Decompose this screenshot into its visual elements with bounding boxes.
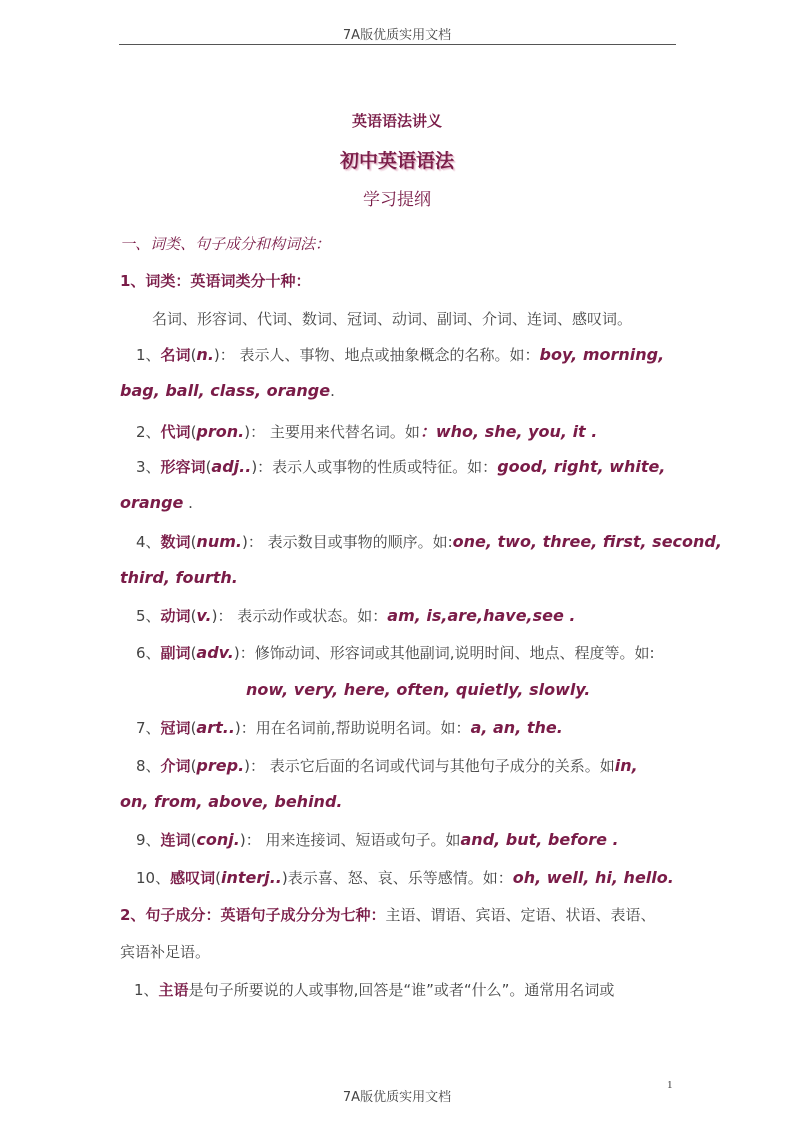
item-number: 10、 — [136, 869, 171, 887]
title-third: 学习提纲 — [363, 190, 431, 210]
item-abbr: pron. — [196, 422, 245, 441]
item-interjection: 10、感叹词(interj..)表示喜、怒、哀、乐等感情。如：oh, well, hi, hello. — [136, 868, 674, 887]
item-number: 9、 — [136, 831, 161, 849]
item-adjective-cont — [120, 493, 193, 512]
item-abbr: n. — [196, 345, 214, 364]
sentence-list: 主语、谓语、宾语、定语、状语、表语、 — [385, 906, 656, 924]
item-abbr: adv. — [196, 643, 234, 662]
subject-item — [134, 979, 614, 1000]
page-number: 1 — [667, 1079, 673, 1091]
pos-heading: 1、词类：英语词类分十种： — [120, 272, 311, 290]
item-abbr: interj.. — [220, 868, 282, 887]
item-abbr: num. — [196, 532, 242, 551]
sentence-heading — [120, 904, 655, 925]
item-example: oh, well, hi, hello. — [512, 868, 674, 887]
item-tail: . — [183, 494, 193, 512]
item-abbr: v. — [196, 606, 212, 625]
title-sub: 初中英语语法 — [339, 150, 454, 172]
item-adverb: 6、副词(adv.)：修饰动词、形容词或其他副词,说明时间、地点、程度等。如: — [136, 643, 655, 662]
page-header: 7A版优质实用文档 — [342, 28, 452, 43]
title-main: 英语语法讲义 — [351, 112, 442, 130]
item-preposition: 8、介词(prep.)： 表示它后面的名词或代词与其他句子成分的关系。如in, — [136, 756, 638, 775]
header-rule — [119, 44, 676, 45]
item-example: boy, morning, — [539, 345, 665, 364]
item-example: in, — [614, 756, 638, 775]
item-desc: ：表示人或事物的性质或特征。如： — [257, 458, 498, 476]
item-number: 7、 — [136, 719, 161, 737]
item-desc: ： 表示动作或状态。如： — [217, 607, 388, 625]
item-term: 代词 — [160, 423, 191, 441]
item-number: 6、 — [136, 644, 161, 662]
item-number: 1、 — [136, 346, 161, 364]
item-number: 3、 — [136, 458, 161, 476]
item-desc: ： 用来连接词、短语或句子。如 — [245, 831, 461, 849]
item-noun-cont — [120, 381, 335, 400]
item-pronoun: 2、代词(pron.)： 主要用来代替名词。如：who, she, you, it . — [136, 422, 598, 441]
item-verb: 5、动词(v.)： 表示动作或状态。如：am, is,are,have,see . — [136, 606, 576, 625]
item-abbr: adj.. — [211, 457, 252, 476]
sentence-list-cont: 宾语补足语。 — [120, 943, 211, 961]
item-term: 主语 — [158, 981, 189, 999]
item-example: a, an, the. — [470, 718, 563, 737]
item-desc: ：修饰动词、形容词或其他副词,说明时间、地点、程度等。如: — [239, 644, 655, 662]
item-number: 5、 — [136, 607, 161, 625]
item-number: 2、 — [136, 423, 161, 441]
item-abbr: prep. — [196, 756, 245, 775]
item-example: am, is,are,have,see . — [387, 606, 576, 625]
section-heading: 一、词类、句子成分和构词法： — [120, 235, 331, 253]
item-adjective: 3、形容词(adj..)：表示人或事物的性质或特征。如：good, right, white, — [136, 457, 666, 476]
item-desc: ： 表示数目或事物的顺序。如: — [247, 533, 453, 551]
item-noun: 1、名词(n.)： 表示人、事物、地点或抽象概念的名称。如：boy, morning, — [136, 345, 665, 364]
item-desc: ： 主要用来代替名词。如 — [250, 423, 420, 441]
item-term: 名词 — [160, 346, 191, 364]
item-example: and, but, before . — [460, 830, 619, 849]
item-article: 7、冠词(art..)：用在名词前,帮助说明名词。如：a, an, the. — [136, 718, 563, 737]
item-abbr: conj. — [196, 830, 240, 849]
item-desc: ： 表示它后面的名词或代词与其他句子成分的关系。如 — [250, 757, 615, 775]
item-example-cont: now, very, here, often, quietly, slowly. — [246, 680, 591, 699]
item-term: 介词 — [160, 757, 191, 775]
item-example-cont: on, from, above, behind. — [120, 792, 343, 811]
item-term: 连词 — [160, 831, 191, 849]
item-numeral: 4、数词(num.)： 表示数目或事物的顺序。如:one, two, three, first, second, — [136, 532, 722, 551]
item-term: 感叹词 — [170, 869, 216, 887]
item-tail: . — [330, 382, 335, 400]
item-abbr: art.. — [196, 718, 235, 737]
item-numeral-cont — [120, 568, 238, 587]
item-desc: 表示喜、怒、哀、乐等感情。如： — [287, 869, 513, 887]
item-example-cont: orange — [120, 493, 184, 512]
page-footer: 7A版优质实用文档 — [342, 1090, 452, 1105]
item-term: 形容词 — [160, 458, 206, 476]
item-desc: 是句子所要说的人或事物,回答是“谁”或者“什么”。通常用名词或 — [188, 981, 615, 999]
item-preposition-cont — [120, 792, 342, 811]
item-example-cont: bag, ball, class, orange — [120, 381, 331, 400]
item-term: 副词 — [160, 644, 191, 662]
item-example: one, two, three, first, second, — [452, 532, 722, 551]
item-example: ：who, she, you, it . — [419, 422, 598, 441]
pos-list: 名词、形容词、代词、数词、冠词、动词、副词、介词、连词、感叹词。 — [152, 310, 633, 328]
item-number: 4、 — [136, 533, 161, 551]
item-number: 1、 — [134, 981, 159, 999]
sentence-heading-title: 2、句子成分：英语句子成分分为七种： — [120, 906, 386, 924]
item-example: good, right, white, — [497, 457, 666, 476]
item-term: 数词 — [160, 533, 191, 551]
item-term: 动词 — [160, 607, 191, 625]
item-adverb-cont — [246, 680, 590, 699]
item-desc: ：用在名词前,帮助说明名词。如： — [240, 719, 471, 737]
item-desc: ： 表示人、事物、地点或抽象概念的名称。如： — [219, 346, 540, 364]
item-conjunction: 9、连词(conj.)： 用来连接词、短语或句子。如and, but, before . — [136, 830, 619, 849]
item-example-cont: third, fourth. — [120, 568, 238, 587]
item-term: 冠词 — [160, 719, 191, 737]
item-number: 8、 — [136, 757, 161, 775]
